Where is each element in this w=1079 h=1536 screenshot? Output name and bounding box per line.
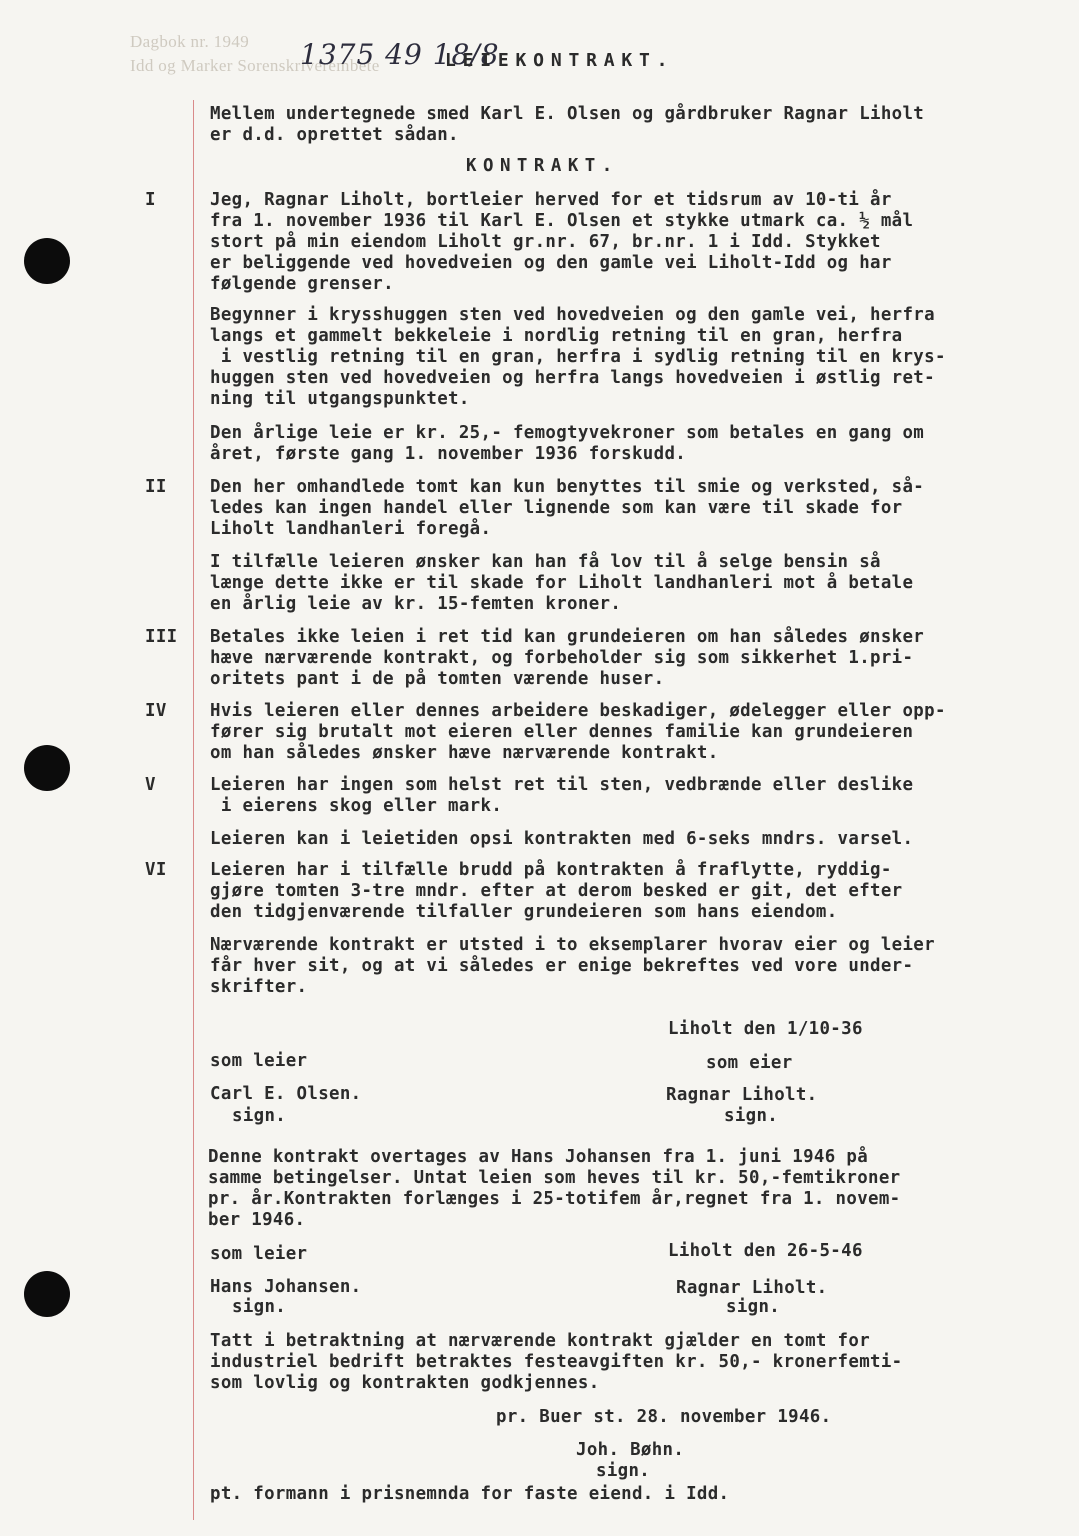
contract-heading: KONTRAKT.	[466, 156, 619, 176]
section-numeral: I	[145, 190, 156, 210]
text-line: får hver sit, og at vi således er enige bekreftes ved vore under-	[210, 956, 914, 976]
text-line: ning til utgangspunktet.	[210, 389, 470, 409]
text-line: er beliggende ved hovedveien og den gamle vei Liholt-Idd og har	[210, 253, 892, 273]
text-line: følgende grenser.	[210, 274, 394, 294]
text-line: den tidgjenværende tilfaller grundeieren som hans eiendom.	[210, 902, 838, 922]
text-line: i vestlig retning til en gran, herfra i sydlig retning til en krys-	[210, 347, 946, 367]
signer-name: Ragnar Liholt.	[666, 1085, 818, 1105]
text-line: om han således ønsker hæve nærværende kontrakt.	[210, 743, 719, 763]
signature-mark: sign.	[232, 1106, 287, 1126]
text-line: Liholt landhanleri foregå.	[210, 519, 492, 539]
handwritten-reference: 1375 49 18/8	[300, 38, 500, 71]
stamp-line: Idd og Marker Sorenskriverembete	[130, 56, 380, 75]
text-line: I tilfælle leieren ønsker kan han få lov til å selge bensin så	[210, 552, 881, 572]
text-line: som lovlig og kontrakten godkjennes.	[210, 1373, 600, 1393]
text-line: en årlig leie av kr. 15-femten kroner.	[210, 594, 622, 614]
section-numeral: III	[145, 627, 178, 647]
text-line: ledes kan ingen handel eller lignende som kan være til skade for	[210, 498, 903, 518]
text-line: skrifter.	[210, 977, 308, 997]
text-line: stort på min eiendom Liholt gr.nr. 67, br.nr. 1 i Idd. Stykket	[210, 232, 881, 252]
text-line: Nærværende kontrakt er utsted i to eksemplarer hvorav eier og leier	[210, 935, 935, 955]
text-line: Den årlige leie er kr. 25,- femogtyvekroner som betales en gang om	[210, 423, 925, 443]
section-numeral: IV	[145, 701, 167, 721]
text-line: Leieren kan i leietiden opsi kontrakten med 6-seks mndrs. varsel.	[210, 829, 914, 849]
section-numeral: II	[145, 477, 167, 497]
signer-name: Hans Johansen.	[210, 1277, 362, 1297]
signer-name: Carl E. Olsen.	[210, 1084, 362, 1104]
punch-hole	[24, 238, 70, 284]
text-line: Tatt i betraktning at nærværende kontrakt gjælder en tomt for	[210, 1331, 871, 1351]
text-line: Hvis leieren eller dennes arbeidere beskadiger, ødelegger eller opp-	[210, 701, 946, 721]
signature-mark: sign.	[596, 1461, 651, 1481]
signer-role: som leier	[210, 1244, 308, 1264]
place-date: Liholt den 26-5-46	[668, 1241, 863, 1261]
text-line: pr. år.Kontrakten forlænges i 25-totifem år,regnet fra 1. novem-	[208, 1189, 901, 1209]
signer-title: pt. formann i prisnemnda for faste eiend. i Idd.	[210, 1484, 730, 1504]
text-line: oritets pant i de på tomten værende huser.	[210, 669, 665, 689]
signer-name: Joh. Bøhn.	[576, 1440, 685, 1460]
text-line: Betales ikke leien i ret tid kan grundeieren om han således ønsker	[210, 627, 925, 647]
text-line: er d.d. oprettet sådan.	[210, 125, 459, 145]
text-line: Den her omhandlede tomt kan kun benyttes til smie og verksted, så-	[210, 477, 925, 497]
text-line: ber 1946.	[208, 1210, 306, 1230]
document-title: LEIEKONTRAKT.	[445, 50, 675, 71]
text-line: Denne kontrakt overtages av Hans Johansen fra 1. juni 1946 på	[208, 1147, 869, 1167]
text-line: Leieren har ingen som helst ret til sten, vedbrænde eller deslike	[210, 775, 914, 795]
punch-hole	[24, 745, 70, 791]
text-line: fører sig brutalt mot eieren eller dennes familie kan grundeieren	[210, 722, 914, 742]
signature-mark: sign.	[232, 1297, 287, 1317]
signer-name: Ragnar Liholt.	[676, 1278, 828, 1298]
text-line: langs et gammelt bekkeleie i nordlig retning til en gran, herfra	[210, 326, 903, 346]
signature-mark: sign.	[724, 1106, 779, 1126]
text-line: Jeg, Ragnar Liholt, bortleier herved for et tidsrum av 10-ti år	[210, 190, 892, 210]
stamp-line: Dagbok nr. 1949	[130, 32, 250, 51]
text-line: gjøre tomten 3-tre mndr. efter at derom besked er git, det efter	[210, 881, 903, 901]
text-line: længe dette ikke er til skade for Liholt landhanleri mot å betale	[210, 573, 914, 593]
section-numeral: V	[145, 775, 156, 795]
text-line: hæve nærværende kontrakt, og forbeholder sig som sikkerhet 1.pri-	[210, 648, 914, 668]
text-line: året, første gang 1. november 1936 forskudd.	[210, 444, 687, 464]
text-line: samme betingelser. Untat leien som heves til kr. 50,-femtikroner	[208, 1168, 901, 1188]
text-line: huggen sten ved hovedveien og herfra langs hovedveien i østlig ret-	[210, 368, 935, 388]
section-numeral: VI	[145, 860, 167, 880]
text-line: Mellem undertegnede smed Karl E. Olsen og gårdbruker Ragnar Liholt	[210, 104, 925, 124]
place-date: Liholt den 1/10-36	[668, 1019, 863, 1039]
text-line: industriel bedrift betraktes festeavgiften kr. 50,- kronerfemti-	[210, 1352, 903, 1372]
punch-hole	[24, 1271, 70, 1317]
margin-rule	[193, 100, 194, 1520]
signer-role: som leier	[210, 1051, 308, 1071]
text-line: Leieren har i tilfælle brudd på kontrakten å fraflytte, ryddig-	[210, 860, 892, 880]
place-date: pr. Buer st. 28. november 1946.	[496, 1407, 832, 1427]
text-line: i eierens skog eller mark.	[210, 796, 503, 816]
signature-mark: sign.	[726, 1297, 781, 1317]
signer-role: som eier	[706, 1053, 793, 1073]
text-line: fra 1. november 1936 til Karl E. Olsen et stykke utmark ca. ½ mål	[210, 211, 914, 231]
text-line: Begynner i krysshuggen sten ved hovedveien og den gamle vei, herfra	[210, 305, 935, 325]
